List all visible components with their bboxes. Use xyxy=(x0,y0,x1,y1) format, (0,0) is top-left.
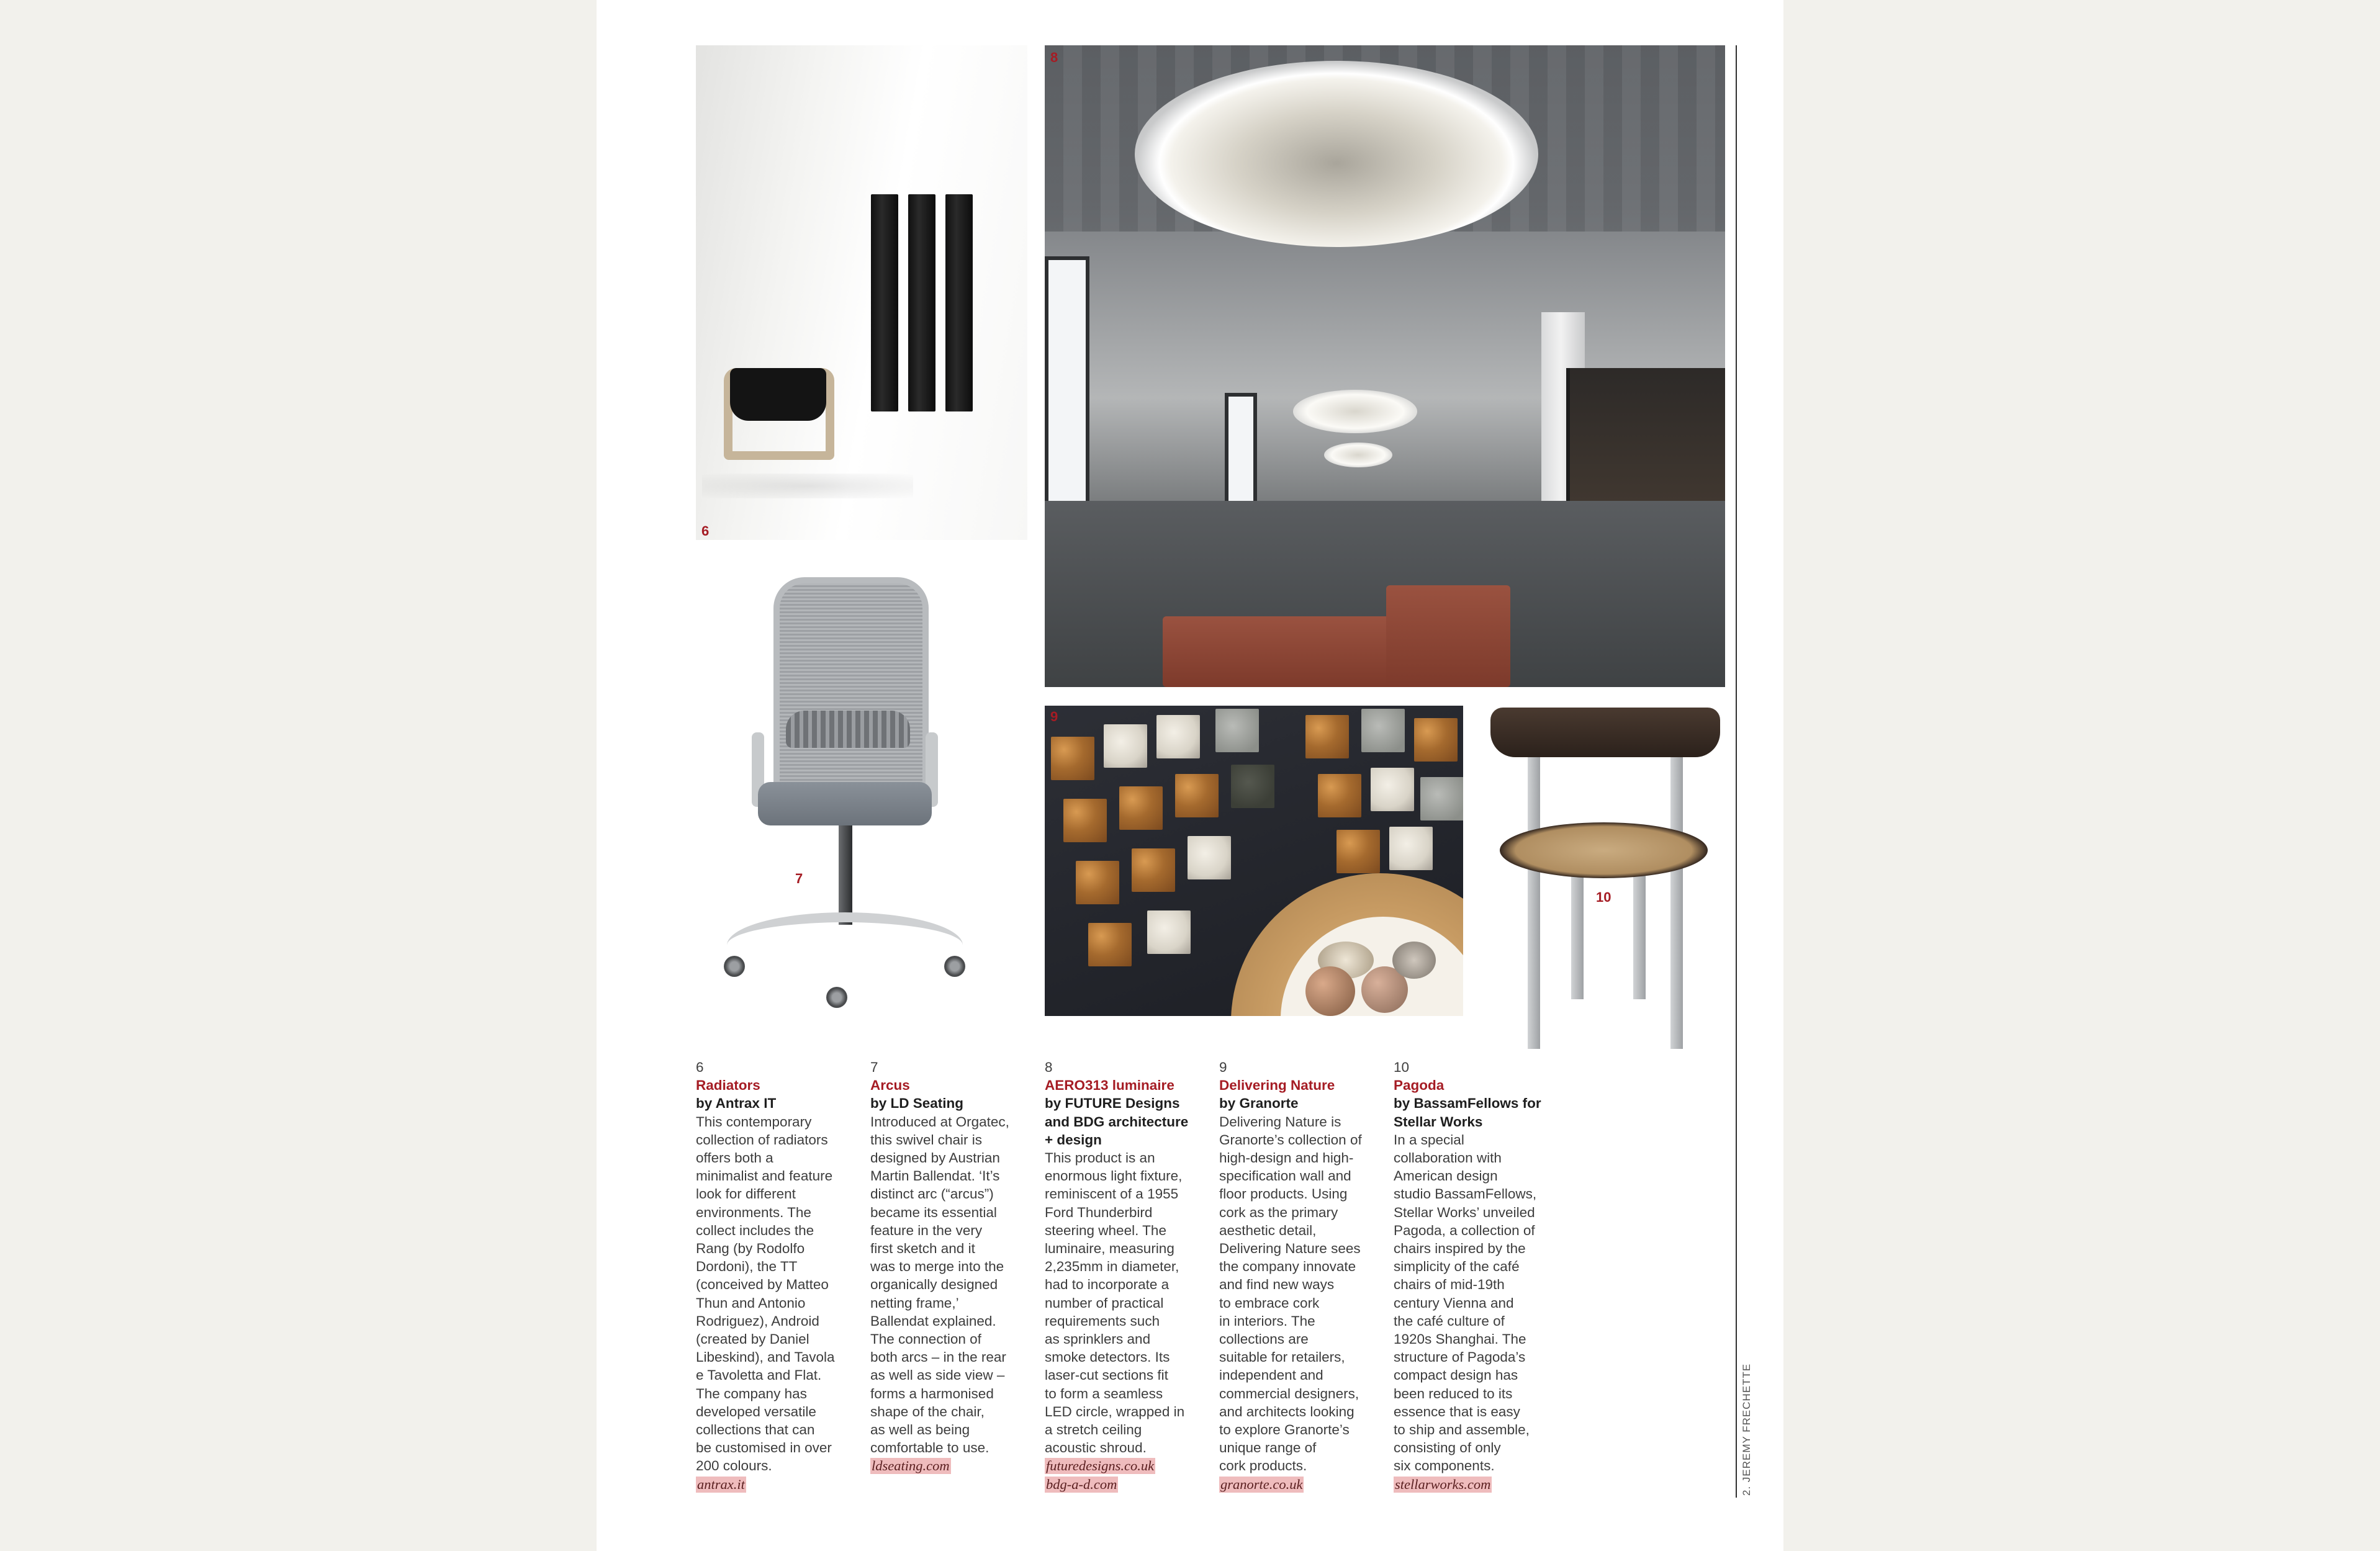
chair-gas-lift xyxy=(839,825,852,925)
entry-title: Radiators xyxy=(696,1077,760,1094)
arcus-chair-photo xyxy=(714,577,975,1012)
figure-number-8: 8 xyxy=(1050,50,1058,65)
sample-tile xyxy=(1156,715,1200,758)
chair-backrest xyxy=(773,577,929,794)
entry-link[interactable]: stellarworks.com xyxy=(1395,1476,1491,1492)
entry-number: 7 xyxy=(870,1059,878,1075)
chair-base xyxy=(727,912,963,978)
magazine-page xyxy=(597,0,1783,1551)
sample-tile xyxy=(1104,724,1147,768)
figure-number-7: 7 xyxy=(795,871,803,886)
pebble xyxy=(1305,966,1355,1016)
sample-tile xyxy=(1188,836,1231,879)
office-luminaire-photo xyxy=(1045,45,1725,687)
entry-body: Introduced at Orgatec, this swivel chair is designed by Austrian Martin Ballendat. ‘It’s distinct arc (“arcus”) became its essential feature in the very first sketch and it was to merge into the organically designed netting frame,’ Ballendat explained. The connection of both arcs – in the rear as well as side view – forms a harmonised shape of the chair, as well as being comfortable to use. xyxy=(870,1113,1009,1456)
entry-title: Pagoda xyxy=(1394,1077,1445,1094)
floor-shadow xyxy=(702,474,913,498)
luminaire-distant xyxy=(1324,443,1392,467)
entry-link[interactable]: futuredesigns.co.uk xyxy=(1046,1458,1155,1474)
entry-title: AERO313 luminaire xyxy=(1045,1077,1174,1094)
sample-tile xyxy=(1361,709,1405,752)
entry-link[interactable]: granorte.co.uk xyxy=(1220,1476,1303,1492)
chair-seat xyxy=(1500,822,1708,878)
cork-samples-photo xyxy=(1045,706,1463,1016)
chair-seat xyxy=(758,782,932,825)
sample-tile xyxy=(1132,848,1175,892)
column-rule xyxy=(1736,45,1737,1498)
sample-tile xyxy=(1215,709,1259,752)
radiator-panel xyxy=(908,194,935,411)
sample-tile xyxy=(1175,774,1219,817)
entry-number: 6 xyxy=(696,1059,704,1075)
entry-body: Delivering Nature is Granorte’s collection of high-design and high- specification wall and floor products. Using cork as the primary aesthetic detail, Delivering Nature sees the company innovate and find new ways to embrace cork in interiors. The collections are suitable for retailers, independent and commercial designers, and architects looking to explore Granorte’s unique range of cork products. xyxy=(1219,1113,1362,1474)
entry-link[interactable]: ldseating.com xyxy=(872,1458,950,1474)
entry-title: Delivering Nature xyxy=(1219,1077,1335,1094)
entry-link[interactable]: bdg-a-d.com xyxy=(1046,1476,1117,1492)
sample-tile xyxy=(1371,768,1414,811)
sample-tile xyxy=(1414,718,1458,762)
chair-top-rail xyxy=(1490,708,1720,757)
sample-tile xyxy=(1088,923,1132,966)
product-entry-radiators xyxy=(696,1058,851,1493)
entry-byline: by LD Seating xyxy=(870,1095,964,1112)
radiator-panel xyxy=(945,194,973,411)
entry-byline: by BassamFellows for Stellar Works xyxy=(1394,1095,1541,1130)
sample-tile xyxy=(1336,830,1380,873)
entry-number: 9 xyxy=(1219,1059,1227,1075)
sample-tile xyxy=(1231,765,1274,808)
chair-caster xyxy=(724,956,745,977)
product-entry-pagoda xyxy=(1394,1058,1549,1493)
entry-byline: by Antrax IT xyxy=(696,1095,777,1112)
entry-number: 10 xyxy=(1394,1059,1410,1075)
product-entry-delivering-nature xyxy=(1219,1058,1374,1493)
radiators-photo xyxy=(696,45,1027,540)
aero313-luminaire xyxy=(1135,61,1538,247)
product-entry-arcus xyxy=(870,1058,1025,1475)
entry-body: This product is an enormous light fixture, reminiscent of a 1955 Ford Thunderbird steering wheel. The luminaire, measuring 2,235mm in diameter, had to incorporate a number of practical requirements such as sprinklers and smoke detectors. Its laser-cut sections fit to form a seamless LED circle, wrapped in a stretch ceiling acoustic shroud. xyxy=(1045,1150,1185,1456)
entry-body: In a special collaboration with American design studio BassamFellows, Stellar Works’ unveiled Pagoda, a collection of chairs inspired by the simplicity of the café chairs of mid-19th century Vienna and the café culture of 1920s Shanghai. The structure of Pagoda’s compact design has been reduced to its essence that is easy to ship and assemble, consisting of only six components. xyxy=(1394,1131,1537,1474)
sample-tile xyxy=(1063,799,1107,842)
window xyxy=(1045,256,1089,524)
figure-number-10: 10 xyxy=(1596,889,1611,905)
figure-number-9: 9 xyxy=(1050,709,1058,724)
entry-byline: by FUTURE Designs and BDG architecture + design xyxy=(1045,1095,1189,1148)
entry-link[interactable]: antrax.it xyxy=(697,1476,745,1492)
entry-title: Arcus xyxy=(870,1077,910,1094)
entry-byline: by Granorte xyxy=(1219,1095,1299,1112)
sample-tile xyxy=(1119,786,1163,830)
sample-tile xyxy=(1420,777,1463,820)
sample-tile xyxy=(1389,827,1433,870)
chair-caster xyxy=(944,956,965,977)
photo-credit: 2. JEREMY FRECHETTE xyxy=(1741,1363,1752,1496)
sample-tile xyxy=(1305,715,1349,758)
luminaire-distant xyxy=(1293,390,1417,433)
shell xyxy=(1392,942,1436,979)
chair-leg xyxy=(1528,739,1540,1049)
figure-number-6: 6 xyxy=(701,523,710,539)
sample-tile xyxy=(1051,737,1094,780)
sample-tile xyxy=(1076,861,1119,904)
chair-caster xyxy=(826,987,847,1008)
entry-body: This contemporary collection of radiators offers both a minimalist and feature look for different environments. The collect includes the Rang (by Rodolfo Dordoni), the TT (conceived by Matteo Thun and Antonio Rodriguez), Android (created by Daniel Libeskind), and Tavola e Tavoletta and Flat. The company has developed versatile collections that can be customised in over 200 colours. xyxy=(696,1113,835,1474)
armchair-seat xyxy=(730,368,826,421)
product-entry-aero313 xyxy=(1045,1058,1200,1493)
pagoda-chair-photo xyxy=(1484,701,1733,1055)
sofa xyxy=(1386,585,1510,687)
radiator-panel xyxy=(871,194,898,411)
entry-number: 8 xyxy=(1045,1059,1053,1075)
chair-leg xyxy=(1670,739,1683,1049)
window xyxy=(1225,393,1257,512)
sample-tile xyxy=(1147,910,1191,954)
sample-tile xyxy=(1318,774,1361,817)
chair-lumbar xyxy=(786,711,910,748)
